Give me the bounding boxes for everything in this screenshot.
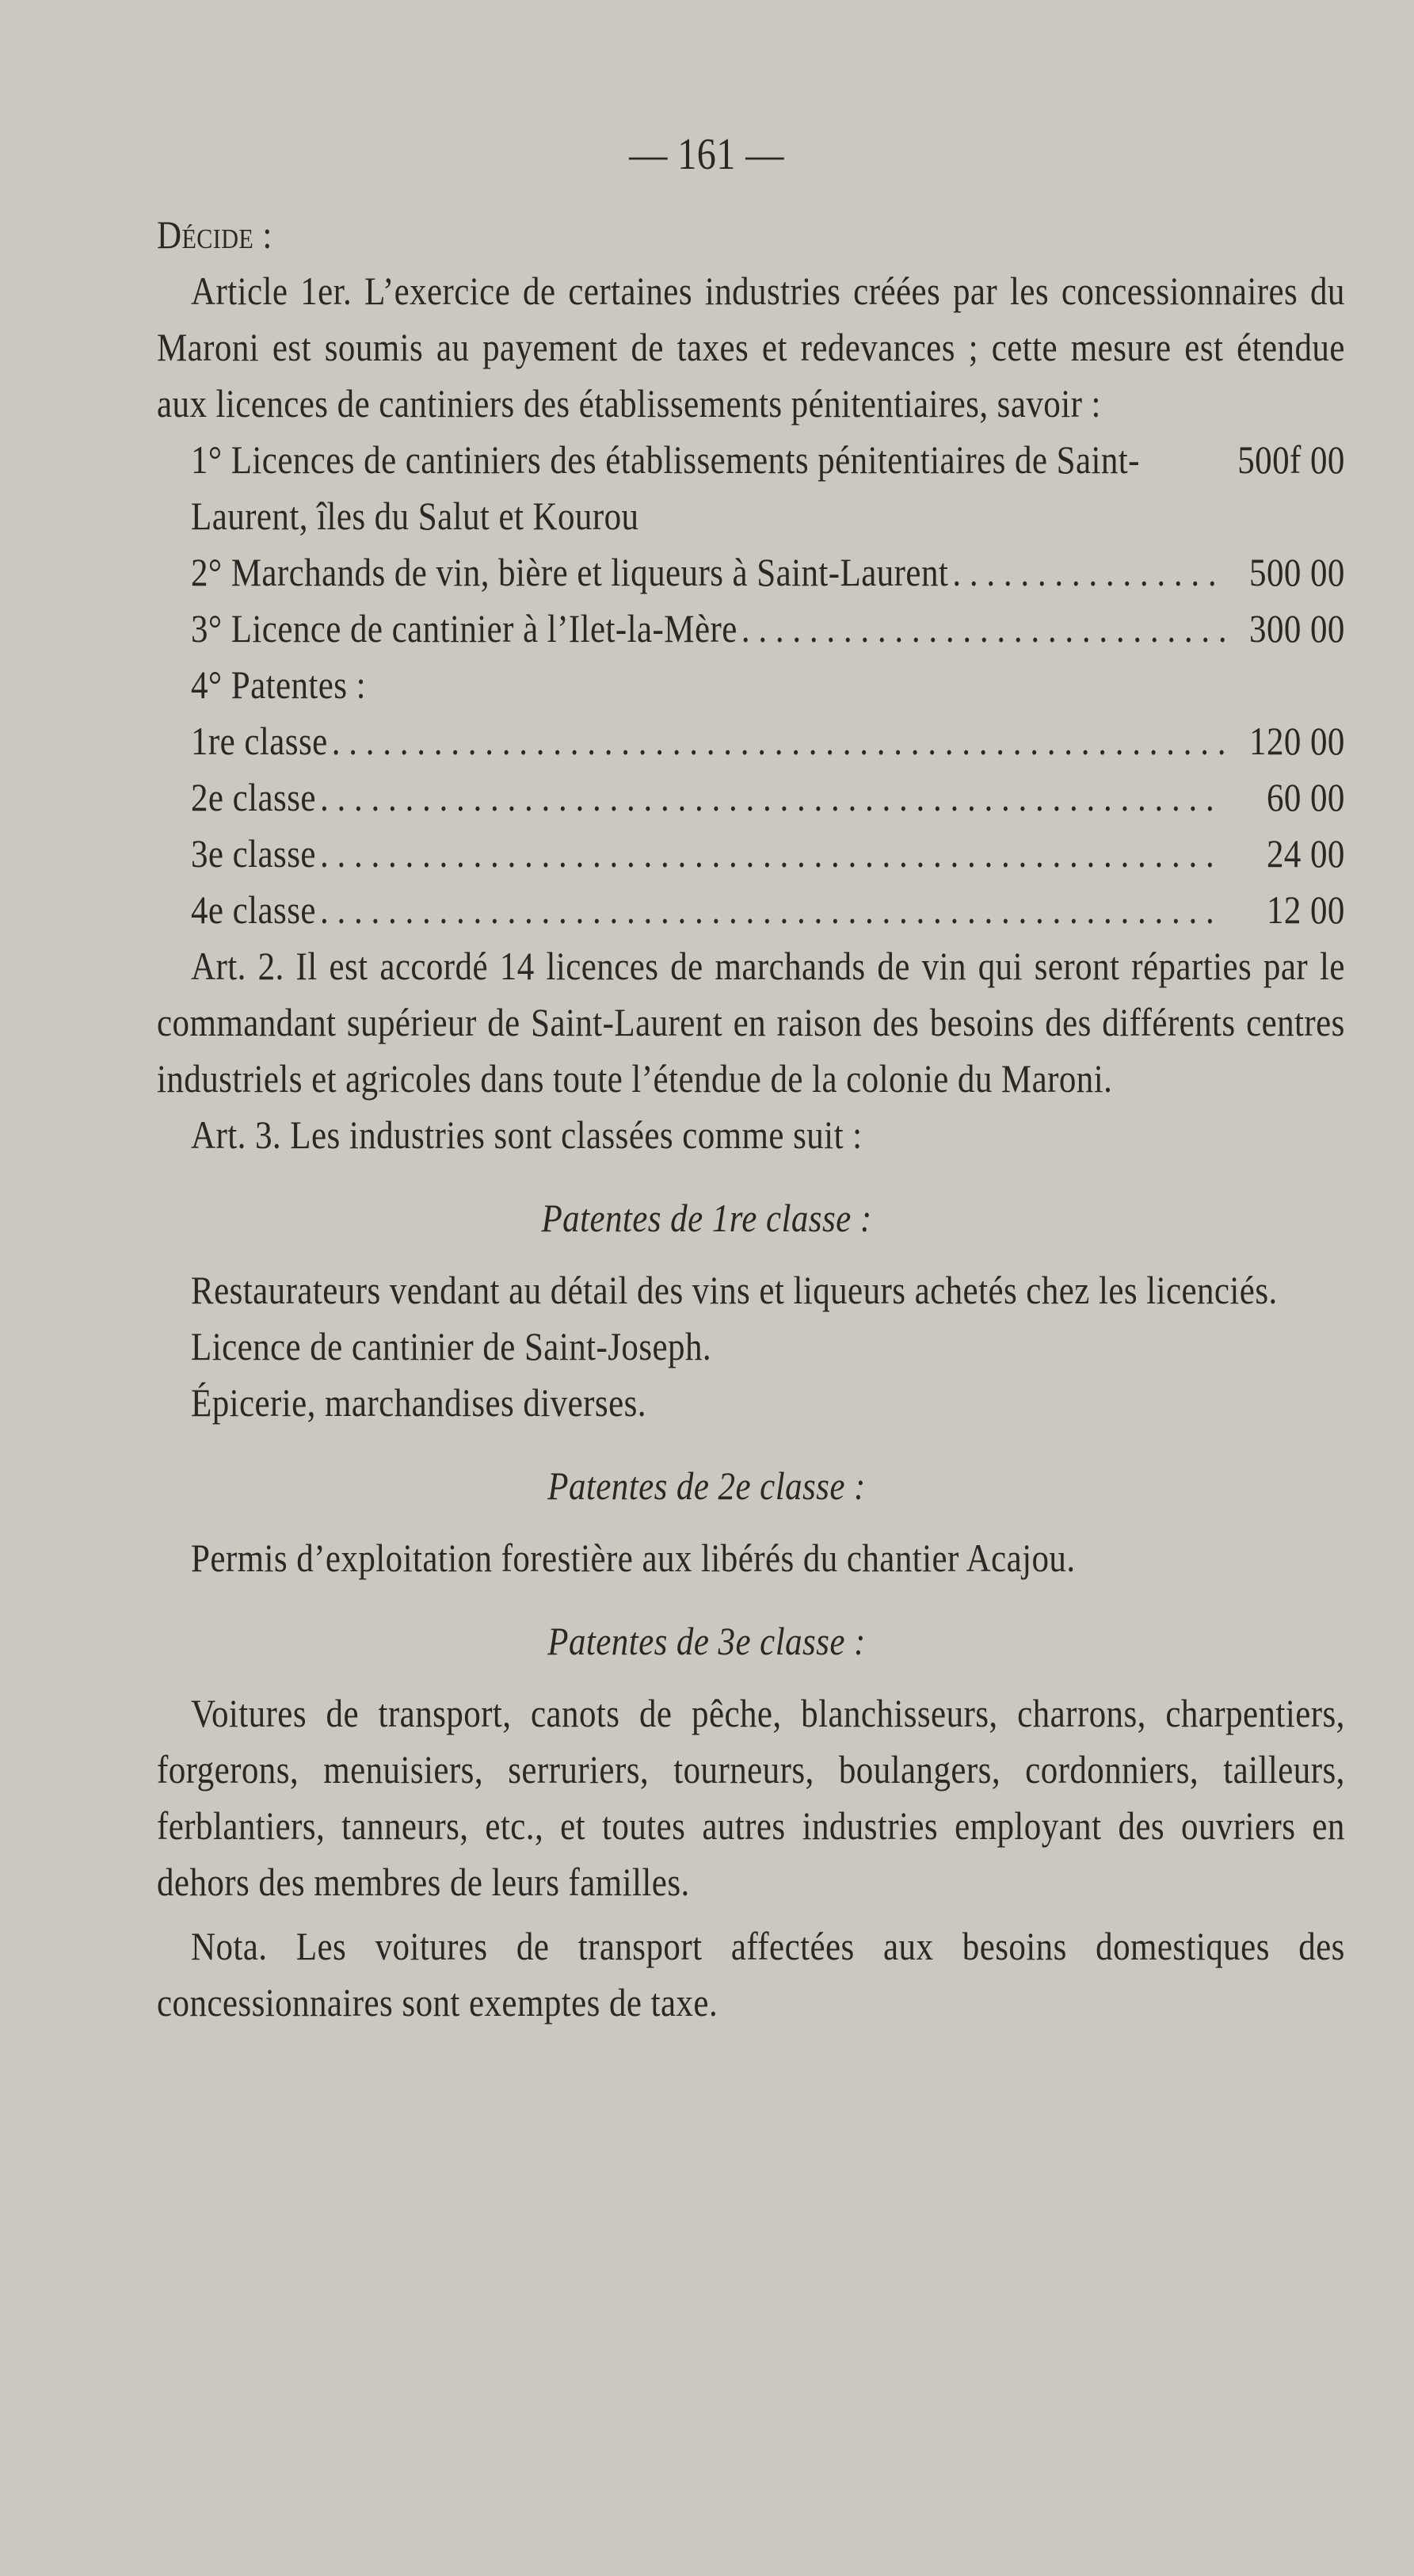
patentes-3-text: Voitures de transport, canots de pêche, blanchisseurs, charrons, charpentiers, forgerons, menuisiers, serruriers, tourneurs, boulangers, cordonniers, tailleurs, ferblantiers, tanneurs, etc., et toutes autres industries employant des ouvriers en dehors des membres de leurs familles. <box>157 1691 1345 1904</box>
leader-dots <box>320 826 1225 882</box>
class-4-label: 4e classe <box>191 887 316 932</box>
patentes-label-row <box>191 657 1345 713</box>
leader-dots <box>320 882 1225 938</box>
item-1-label: 1° Licences de cantiniers des établissements pénitentiaires de Saint-Laurent, îles du Salut et Kourou <box>191 437 1140 538</box>
class-row-1 <box>191 713 1345 769</box>
class-4-amount: 12 00 <box>1266 887 1345 932</box>
class-row-3 <box>191 826 1345 882</box>
item-3-amount: 300 00 <box>1249 606 1345 651</box>
patentes-2-heading: Patentes de 2e classe : <box>547 1464 866 1508</box>
class-row-4 <box>191 882 1345 938</box>
item-1 <box>191 432 1345 544</box>
leader-dots <box>332 713 1225 769</box>
class-2-amount: 60 00 <box>1266 775 1345 819</box>
nota-paragraph: Nota. Les voitures de transport affectées aux besoins domestiques des concessionnaires sont exemptes de taxe. <box>157 1924 1345 2025</box>
leader-dots <box>320 769 1225 826</box>
patentes-1-line-2: Licence de cantinier de Saint-Joseph. <box>191 1324 712 1368</box>
item-3-label: 3° Licence de cantinier à l’Ilet-la-Mère <box>191 606 737 651</box>
text-column <box>157 127 1345 2031</box>
patentes-1-line-1: Restaurateurs vendant au détail des vins et liqueurs achetés chez les licenciés. <box>191 1268 1278 1312</box>
item-1-amount: 500f 00 <box>1237 437 1345 482</box>
page-number: — 161 — <box>629 130 784 179</box>
patentes-3-heading: Patentes de 3e classe : <box>547 1619 866 1663</box>
item-3 <box>191 601 1345 657</box>
class-1-amount: 120 00 <box>1249 719 1345 763</box>
item-2-label: 2° Marchands de vin, bière et liqueurs à Saint-Laurent <box>191 550 949 594</box>
article-1: Article 1er. L’exercice de certaines industries créées par les concessionnaires du Maroni est soumis au payement de taxes et redevances ; cette mesure est étendue aux licences de cantiniers des établissements pénitentiaires, savoir : <box>157 269 1345 426</box>
class-3-label: 3e classe <box>191 831 316 876</box>
item-2 <box>191 544 1345 601</box>
class-row-2 <box>191 769 1345 826</box>
article-2: Art. 2. Il est accordé 14 licences de marchands de vin qui seront réparties par le commandant supérieur de Saint-Laurent en raison des besoins des différents centres industriels et agricoles dans toute l’étendue de la colonie du Maroni. <box>157 944 1345 1101</box>
class-3-amount: 24 00 <box>1266 831 1345 876</box>
article-3: Art. 3. Les industries sont classées comme suit : <box>191 1112 863 1157</box>
patentes-label: 4° Patentes : <box>191 662 367 707</box>
decide-heading: Décide : <box>157 212 273 257</box>
item-2-amount: 500 00 <box>1249 550 1345 594</box>
leader-dots <box>741 601 1225 657</box>
class-2-label: 2e classe <box>191 775 316 819</box>
patentes-1-heading: Patentes de 1re classe : <box>541 1196 872 1240</box>
class-1-label: 1re classe <box>191 719 328 763</box>
patentes-1-line-3: Épicerie, marchandises diverses. <box>191 1380 646 1425</box>
leader-dots <box>952 544 1225 601</box>
patentes-2-text: Permis d’exploitation forestière aux libérés du chantier Acajou. <box>191 1536 1076 1580</box>
